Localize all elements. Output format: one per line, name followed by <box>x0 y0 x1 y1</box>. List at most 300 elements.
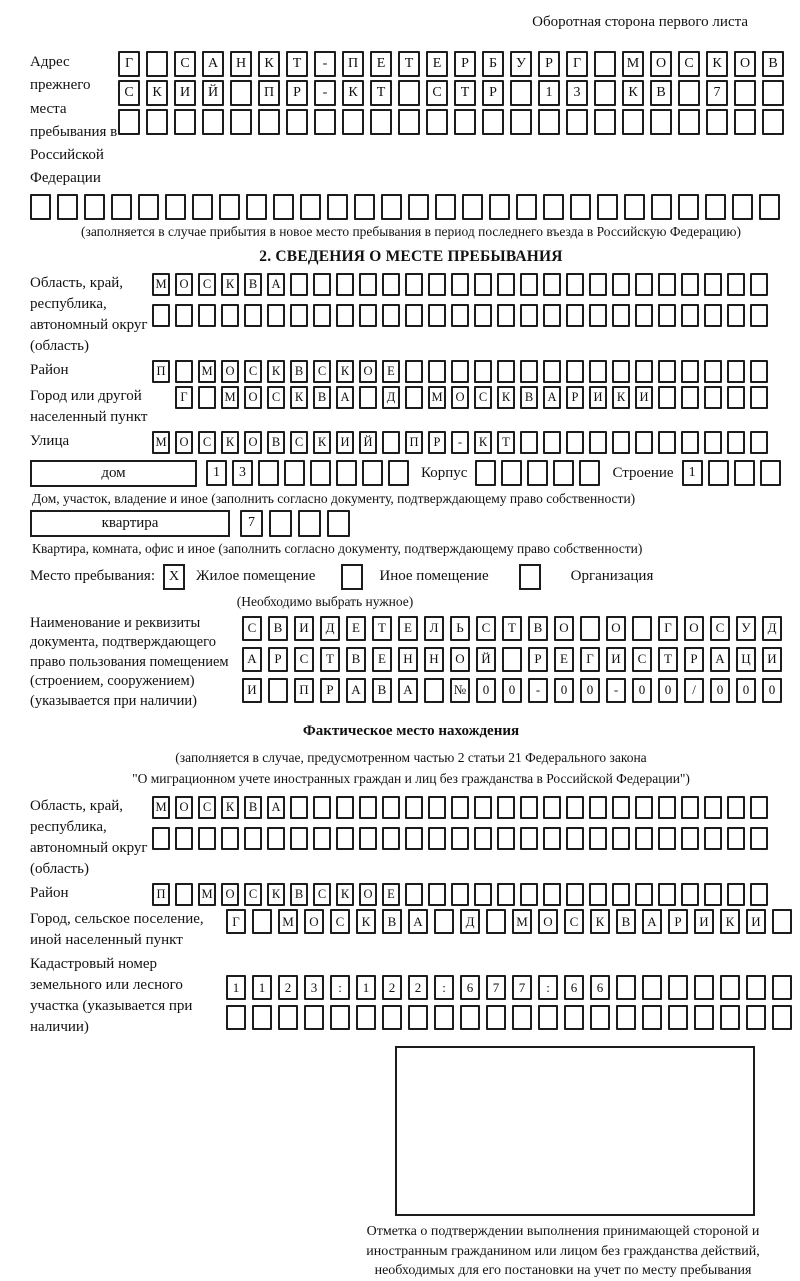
char-box[interactable] <box>543 827 561 850</box>
char-box[interactable]: Н <box>424 647 444 672</box>
char-box[interactable]: Р <box>668 909 688 934</box>
char-box[interactable] <box>708 460 729 486</box>
char-box[interactable]: Г <box>658 616 678 641</box>
char-box[interactable] <box>405 273 423 296</box>
char-box[interactable]: Т <box>286 51 308 77</box>
char-box[interactable] <box>678 194 699 220</box>
char-box[interactable] <box>510 80 532 106</box>
char-box[interactable]: - <box>606 678 626 703</box>
char-box[interactable] <box>570 194 591 220</box>
char-box[interactable] <box>252 909 272 934</box>
char-box[interactable] <box>30 194 51 220</box>
char-box[interactable] <box>192 194 213 220</box>
char-box[interactable]: Д <box>762 616 782 641</box>
char-box[interactable] <box>772 975 792 1000</box>
char-box[interactable] <box>434 909 454 934</box>
char-box[interactable] <box>489 194 510 220</box>
char-box[interactable] <box>460 1005 480 1030</box>
char-box[interactable]: Р <box>428 431 446 454</box>
char-box[interactable]: К <box>336 360 354 383</box>
char-box[interactable]: 2 <box>278 975 298 1000</box>
char-box[interactable] <box>290 827 308 850</box>
char-box[interactable] <box>267 827 285 850</box>
char-box[interactable] <box>727 827 745 850</box>
char-box[interactable] <box>734 80 756 106</box>
char-box[interactable] <box>746 975 766 1000</box>
char-box[interactable]: Д <box>320 616 340 641</box>
char-box[interactable] <box>497 360 515 383</box>
char-box[interactable] <box>359 827 377 850</box>
char-box[interactable] <box>336 796 354 819</box>
char-box[interactable] <box>474 360 492 383</box>
char-box[interactable] <box>497 304 515 327</box>
char-box[interactable] <box>589 431 607 454</box>
char-box[interactable]: М <box>198 883 216 906</box>
char-box[interactable]: В <box>244 273 262 296</box>
char-box[interactable] <box>244 827 262 850</box>
char-box[interactable] <box>527 460 548 486</box>
char-box[interactable]: К <box>146 80 168 106</box>
char-box[interactable] <box>424 678 444 703</box>
char-box[interactable] <box>327 194 348 220</box>
char-box[interactable]: Г <box>226 909 246 934</box>
char-box[interactable] <box>298 510 321 537</box>
char-box[interactable] <box>520 360 538 383</box>
char-box[interactable] <box>704 304 722 327</box>
char-box[interactable] <box>398 80 420 106</box>
char-box[interactable] <box>566 827 584 850</box>
char-box[interactable] <box>474 273 492 296</box>
char-box[interactable] <box>426 109 448 135</box>
apartment-type-box[interactable]: квартира <box>30 510 230 537</box>
char-box[interactable] <box>382 827 400 850</box>
char-box[interactable]: К <box>612 386 630 409</box>
char-box[interactable]: О <box>244 431 262 454</box>
char-box[interactable]: № <box>450 678 470 703</box>
char-box[interactable] <box>727 431 745 454</box>
char-box[interactable] <box>727 273 745 296</box>
char-box[interactable]: Е <box>370 51 392 77</box>
char-box[interactable] <box>727 883 745 906</box>
char-box[interactable] <box>300 194 321 220</box>
char-box[interactable] <box>152 304 170 327</box>
char-box[interactable] <box>244 304 262 327</box>
char-box[interactable] <box>342 109 364 135</box>
char-box[interactable] <box>146 51 168 77</box>
char-box[interactable] <box>681 360 699 383</box>
char-box[interactable] <box>762 109 784 135</box>
char-box[interactable]: С <box>426 80 448 106</box>
char-box[interactable] <box>635 796 653 819</box>
char-box[interactable]: 0 <box>762 678 782 703</box>
char-box[interactable] <box>553 460 574 486</box>
other-premises-checkbox[interactable] <box>341 564 363 590</box>
char-box[interactable] <box>642 1005 662 1030</box>
char-box[interactable]: О <box>221 360 239 383</box>
char-box[interactable] <box>651 194 672 220</box>
char-box[interactable] <box>678 80 700 106</box>
char-box[interactable] <box>359 273 377 296</box>
char-box[interactable]: К <box>221 431 239 454</box>
char-box[interactable]: 0 <box>658 678 678 703</box>
char-box[interactable]: О <box>359 883 377 906</box>
char-box[interactable] <box>704 827 722 850</box>
char-box[interactable] <box>313 304 331 327</box>
char-box[interactable]: П <box>294 678 314 703</box>
char-box[interactable] <box>175 304 193 327</box>
char-box[interactable]: Е <box>372 647 392 672</box>
char-box[interactable] <box>290 796 308 819</box>
char-box[interactable]: У <box>736 616 756 641</box>
char-box[interactable] <box>566 431 584 454</box>
char-box[interactable] <box>111 194 132 220</box>
char-box[interactable] <box>760 460 781 486</box>
char-box[interactable] <box>354 194 375 220</box>
char-box[interactable] <box>668 1005 688 1030</box>
char-box[interactable] <box>336 273 354 296</box>
char-box[interactable] <box>428 360 446 383</box>
char-box[interactable]: И <box>746 909 766 934</box>
char-box[interactable] <box>313 827 331 850</box>
char-box[interactable] <box>408 1005 428 1030</box>
char-box[interactable] <box>510 109 532 135</box>
char-box[interactable] <box>681 796 699 819</box>
char-box[interactable] <box>451 273 469 296</box>
char-box[interactable]: В <box>313 386 331 409</box>
char-box[interactable]: 0 <box>554 678 574 703</box>
char-box[interactable]: Е <box>398 616 418 641</box>
char-box[interactable] <box>543 304 561 327</box>
char-box[interactable] <box>486 909 506 934</box>
char-box[interactable] <box>520 304 538 327</box>
char-box[interactable] <box>246 194 267 220</box>
char-box[interactable]: К <box>258 51 280 77</box>
char-box[interactable] <box>405 827 423 850</box>
char-box[interactable]: В <box>520 386 538 409</box>
char-box[interactable]: Г <box>118 51 140 77</box>
char-box[interactable]: С <box>474 386 492 409</box>
char-box[interactable] <box>589 273 607 296</box>
char-box[interactable] <box>284 460 305 486</box>
char-box[interactable] <box>520 827 538 850</box>
char-box[interactable] <box>278 1005 298 1030</box>
char-box[interactable]: А <box>642 909 662 934</box>
char-box[interactable] <box>706 109 728 135</box>
char-box[interactable]: : <box>538 975 558 1000</box>
char-box[interactable]: К <box>313 431 331 454</box>
char-box[interactable] <box>382 1005 402 1030</box>
char-box[interactable] <box>694 1005 714 1030</box>
char-box[interactable]: 0 <box>736 678 756 703</box>
char-box[interactable] <box>428 827 446 850</box>
char-box[interactable]: 0 <box>580 678 600 703</box>
char-box[interactable]: С <box>174 51 196 77</box>
char-box[interactable]: А <box>267 273 285 296</box>
char-box[interactable]: Ь <box>450 616 470 641</box>
char-box[interactable]: 1 <box>206 460 227 486</box>
char-box[interactable]: К <box>267 883 285 906</box>
char-box[interactable] <box>705 194 726 220</box>
char-box[interactable]: К <box>356 909 376 934</box>
char-box[interactable] <box>635 304 653 327</box>
char-box[interactable]: Т <box>454 80 476 106</box>
char-box[interactable] <box>330 1005 350 1030</box>
char-box[interactable]: О <box>304 909 324 934</box>
char-box[interactable] <box>678 109 700 135</box>
char-box[interactable] <box>720 975 740 1000</box>
char-box[interactable] <box>359 304 377 327</box>
char-box[interactable] <box>772 1005 792 1030</box>
char-box[interactable]: М <box>512 909 532 934</box>
char-box[interactable] <box>750 796 768 819</box>
char-box[interactable] <box>336 460 357 486</box>
char-box[interactable]: Р <box>320 678 340 703</box>
char-box[interactable] <box>566 273 584 296</box>
char-box[interactable]: С <box>244 883 262 906</box>
char-box[interactable] <box>454 109 476 135</box>
char-box[interactable] <box>290 304 308 327</box>
char-box[interactable]: Р <box>454 51 476 77</box>
char-box[interactable] <box>520 431 538 454</box>
char-box[interactable]: К <box>720 909 740 934</box>
char-box[interactable]: С <box>198 796 216 819</box>
char-box[interactable] <box>290 273 308 296</box>
char-box[interactable] <box>566 304 584 327</box>
char-box[interactable] <box>727 304 745 327</box>
char-box[interactable] <box>564 1005 584 1030</box>
char-box[interactable]: А <box>242 647 262 672</box>
char-box[interactable] <box>226 1005 246 1030</box>
char-box[interactable]: Р <box>482 80 504 106</box>
char-box[interactable] <box>198 386 216 409</box>
char-box[interactable]: К <box>706 51 728 77</box>
char-box[interactable] <box>268 678 288 703</box>
char-box[interactable]: М <box>622 51 644 77</box>
char-box[interactable]: 0 <box>710 678 730 703</box>
char-box[interactable] <box>750 883 768 906</box>
char-box[interactable]: В <box>372 678 392 703</box>
char-box[interactable] <box>632 616 652 641</box>
char-box[interactable]: - <box>314 51 336 77</box>
char-box[interactable] <box>512 1005 532 1030</box>
char-box[interactable]: С <box>267 386 285 409</box>
char-box[interactable] <box>221 304 239 327</box>
char-box[interactable] <box>734 460 755 486</box>
char-box[interactable]: 6 <box>460 975 480 1000</box>
char-box[interactable] <box>138 194 159 220</box>
char-box[interactable] <box>566 360 584 383</box>
house-type-box[interactable]: дом <box>30 460 197 487</box>
char-box[interactable]: И <box>336 431 354 454</box>
char-box[interactable] <box>221 827 239 850</box>
char-box[interactable]: С <box>290 431 308 454</box>
char-box[interactable]: 1 <box>252 975 272 1000</box>
char-box[interactable] <box>704 273 722 296</box>
char-box[interactable]: В <box>346 647 366 672</box>
char-box[interactable]: А <box>336 386 354 409</box>
char-box[interactable] <box>635 827 653 850</box>
char-box[interactable] <box>635 431 653 454</box>
char-box[interactable]: 1 <box>682 460 703 486</box>
char-box[interactable] <box>704 431 722 454</box>
char-box[interactable]: М <box>221 386 239 409</box>
char-box[interactable] <box>750 304 768 327</box>
char-box[interactable]: 3 <box>232 460 253 486</box>
char-box[interactable]: О <box>684 616 704 641</box>
char-box[interactable]: А <box>346 678 366 703</box>
char-box[interactable]: К <box>290 386 308 409</box>
char-box[interactable] <box>434 1005 454 1030</box>
char-box[interactable] <box>622 109 644 135</box>
char-box[interactable] <box>451 827 469 850</box>
char-box[interactable]: 7 <box>486 975 506 1000</box>
char-box[interactable] <box>497 273 515 296</box>
char-box[interactable] <box>336 827 354 850</box>
char-box[interactable] <box>635 360 653 383</box>
char-box[interactable] <box>594 80 616 106</box>
char-box[interactable] <box>750 360 768 383</box>
char-box[interactable] <box>175 360 193 383</box>
char-box[interactable]: С <box>198 273 216 296</box>
residential-checkbox[interactable]: X <box>163 564 185 590</box>
char-box[interactable]: О <box>650 51 672 77</box>
char-box[interactable] <box>474 883 492 906</box>
char-box[interactable]: / <box>684 678 704 703</box>
char-box[interactable] <box>520 273 538 296</box>
char-box[interactable] <box>616 975 636 1000</box>
char-box[interactable] <box>612 273 630 296</box>
char-box[interactable]: И <box>606 647 626 672</box>
char-box[interactable] <box>720 1005 740 1030</box>
char-box[interactable]: Й <box>359 431 377 454</box>
char-box[interactable]: О <box>734 51 756 77</box>
char-box[interactable] <box>258 460 279 486</box>
organization-checkbox[interactable] <box>519 564 541 590</box>
char-box[interactable]: 6 <box>590 975 610 1000</box>
char-box[interactable]: С <box>330 909 350 934</box>
char-box[interactable] <box>612 431 630 454</box>
char-box[interactable] <box>313 796 331 819</box>
char-box[interactable] <box>746 1005 766 1030</box>
char-box[interactable] <box>590 1005 610 1030</box>
char-box[interactable] <box>362 460 383 486</box>
char-box[interactable]: С <box>313 883 331 906</box>
char-box[interactable] <box>382 273 400 296</box>
char-box[interactable] <box>635 273 653 296</box>
char-box[interactable] <box>497 796 515 819</box>
char-box[interactable] <box>635 883 653 906</box>
char-box[interactable] <box>658 431 676 454</box>
char-box[interactable] <box>198 827 216 850</box>
char-box[interactable] <box>538 109 560 135</box>
char-box[interactable] <box>668 975 688 1000</box>
char-box[interactable]: В <box>267 431 285 454</box>
char-box[interactable]: С <box>476 616 496 641</box>
char-box[interactable] <box>314 109 336 135</box>
char-box[interactable]: В <box>762 51 784 77</box>
char-box[interactable] <box>474 827 492 850</box>
char-box[interactable] <box>681 883 699 906</box>
char-box[interactable]: И <box>694 909 714 934</box>
char-box[interactable]: И <box>294 616 314 641</box>
char-box[interactable] <box>269 510 292 537</box>
char-box[interactable] <box>230 109 252 135</box>
char-box[interactable]: 1 <box>538 80 560 106</box>
char-box[interactable] <box>428 796 446 819</box>
char-box[interactable]: К <box>221 796 239 819</box>
char-box[interactable] <box>704 883 722 906</box>
char-box[interactable] <box>451 883 469 906</box>
char-box[interactable]: В <box>528 616 548 641</box>
char-box[interactable]: М <box>278 909 298 934</box>
char-box[interactable] <box>543 360 561 383</box>
char-box[interactable]: Д <box>460 909 480 934</box>
char-box[interactable]: В <box>382 909 402 934</box>
char-box[interactable] <box>408 194 429 220</box>
char-box[interactable]: О <box>175 796 193 819</box>
char-box[interactable]: Г <box>580 647 600 672</box>
char-box[interactable] <box>612 360 630 383</box>
char-box[interactable]: Е <box>382 883 400 906</box>
char-box[interactable]: Н <box>398 647 418 672</box>
char-box[interactable] <box>734 109 756 135</box>
char-box[interactable] <box>327 510 350 537</box>
char-box[interactable] <box>704 796 722 819</box>
char-box[interactable] <box>497 883 515 906</box>
char-box[interactable]: Г <box>175 386 193 409</box>
char-box[interactable]: О <box>538 909 558 934</box>
char-box[interactable]: Й <box>202 80 224 106</box>
char-box[interactable] <box>451 796 469 819</box>
char-box[interactable] <box>642 975 662 1000</box>
char-box[interactable] <box>405 360 423 383</box>
char-box[interactable]: А <box>267 796 285 819</box>
char-box[interactable]: Р <box>566 386 584 409</box>
char-box[interactable] <box>502 647 522 672</box>
char-box[interactable] <box>405 796 423 819</box>
char-box[interactable]: Н <box>230 51 252 77</box>
char-box[interactable]: 7 <box>512 975 532 1000</box>
char-box[interactable] <box>520 883 538 906</box>
char-box[interactable]: Д <box>382 386 400 409</box>
char-box[interactable] <box>650 109 672 135</box>
char-box[interactable]: С <box>198 431 216 454</box>
char-box[interactable]: В <box>650 80 672 106</box>
char-box[interactable]: 1 <box>356 975 376 1000</box>
char-box[interactable] <box>286 109 308 135</box>
char-box[interactable] <box>612 827 630 850</box>
char-box[interactable] <box>750 386 768 409</box>
char-box[interactable]: Т <box>658 647 678 672</box>
char-box[interactable]: А <box>398 678 418 703</box>
char-box[interactable] <box>428 883 446 906</box>
char-box[interactable] <box>310 460 331 486</box>
char-box[interactable]: Т <box>398 51 420 77</box>
char-box[interactable]: 2 <box>382 975 402 1000</box>
char-box[interactable] <box>658 796 676 819</box>
char-box[interactable] <box>474 304 492 327</box>
char-box[interactable] <box>566 883 584 906</box>
char-box[interactable] <box>219 194 240 220</box>
char-box[interactable]: М <box>152 431 170 454</box>
char-box[interactable]: О <box>359 360 377 383</box>
char-box[interactable]: Р <box>684 647 704 672</box>
char-box[interactable]: К <box>221 273 239 296</box>
char-box[interactable]: Т <box>370 80 392 106</box>
char-box[interactable]: К <box>622 80 644 106</box>
char-box[interactable] <box>681 304 699 327</box>
char-box[interactable]: М <box>152 796 170 819</box>
